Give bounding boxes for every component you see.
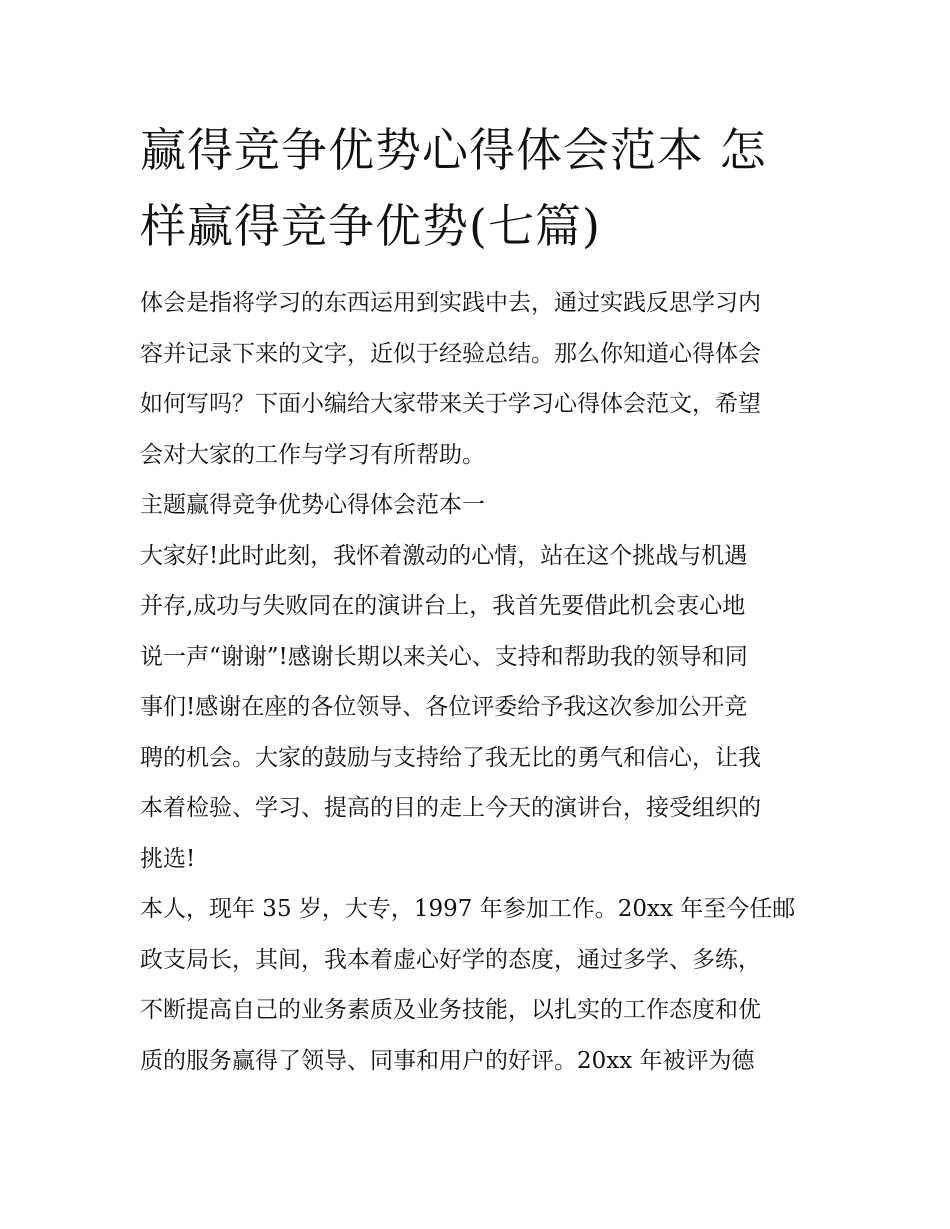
paragraph-line: 大家好!此时此刻，我怀着激动的心情，站在这个挑战与机遇 [140,542,748,569]
paragraph-line: 不断提高自己的业务素质及业务技能，以扎实的工作态度和优 [140,997,761,1023]
speech-paragraph-2 [140,884,830,1086]
speech-paragraph-1 [140,531,830,885]
paragraph-line: 聘的机会。大家的鼓励与支持给了我无比的勇气和信心，让我 [140,744,761,771]
paragraph-line: 本人，现年 35 岁，大专，1997 年参加工作。20xx 年至今任邮 [140,896,796,922]
paragraph-line: 政支局长，其间，我本着虚心好学的态度，通过多学、多练， [140,946,761,973]
document-title [140,112,820,264]
title-line: 样赢得竞争优势(七篇) [140,199,601,253]
title-line: 赢得竞争优势心得体会范本 怎 [140,123,767,177]
intro-line: 容并记录下来的文字，近似于经验总结。那么你知道心得体会 [140,340,761,367]
intro-line: 会对大家的工作与学习有所帮助。 [140,441,485,468]
paragraph-line: 挑选! [140,845,196,872]
paragraph-line: 并存,成功与失败同在的演讲台上，我首先要借此机会衷心地 [140,593,746,619]
intro-paragraph [140,278,830,480]
intro-line: 体会是指将学习的东西运用到实践中去，通过实践反思学习内 [140,290,761,316]
paragraph-line: 说一声“谢谢”!感谢长期以来关心、支持和帮助我的领导和同 [140,643,748,670]
intro-line: 如何写吗？下面小编给大家带来关于学习心得体会范文，希望 [140,391,761,417]
paragraph-line: 质的服务赢得了领导、同事和用户的好评。20xx 年被评为德 [140,1047,755,1074]
paragraph-line: 本着检验、学习、提高的目的走上今天的演讲台，接受组织的 [140,795,761,821]
document-body [140,278,830,1086]
paragraph-line: 事们!感谢在座的各位领导、各位评委给予我这次参加公开竞 [140,694,748,720]
section-heading: 主题赢得竞争优势心得体会范本一 [140,492,485,518]
